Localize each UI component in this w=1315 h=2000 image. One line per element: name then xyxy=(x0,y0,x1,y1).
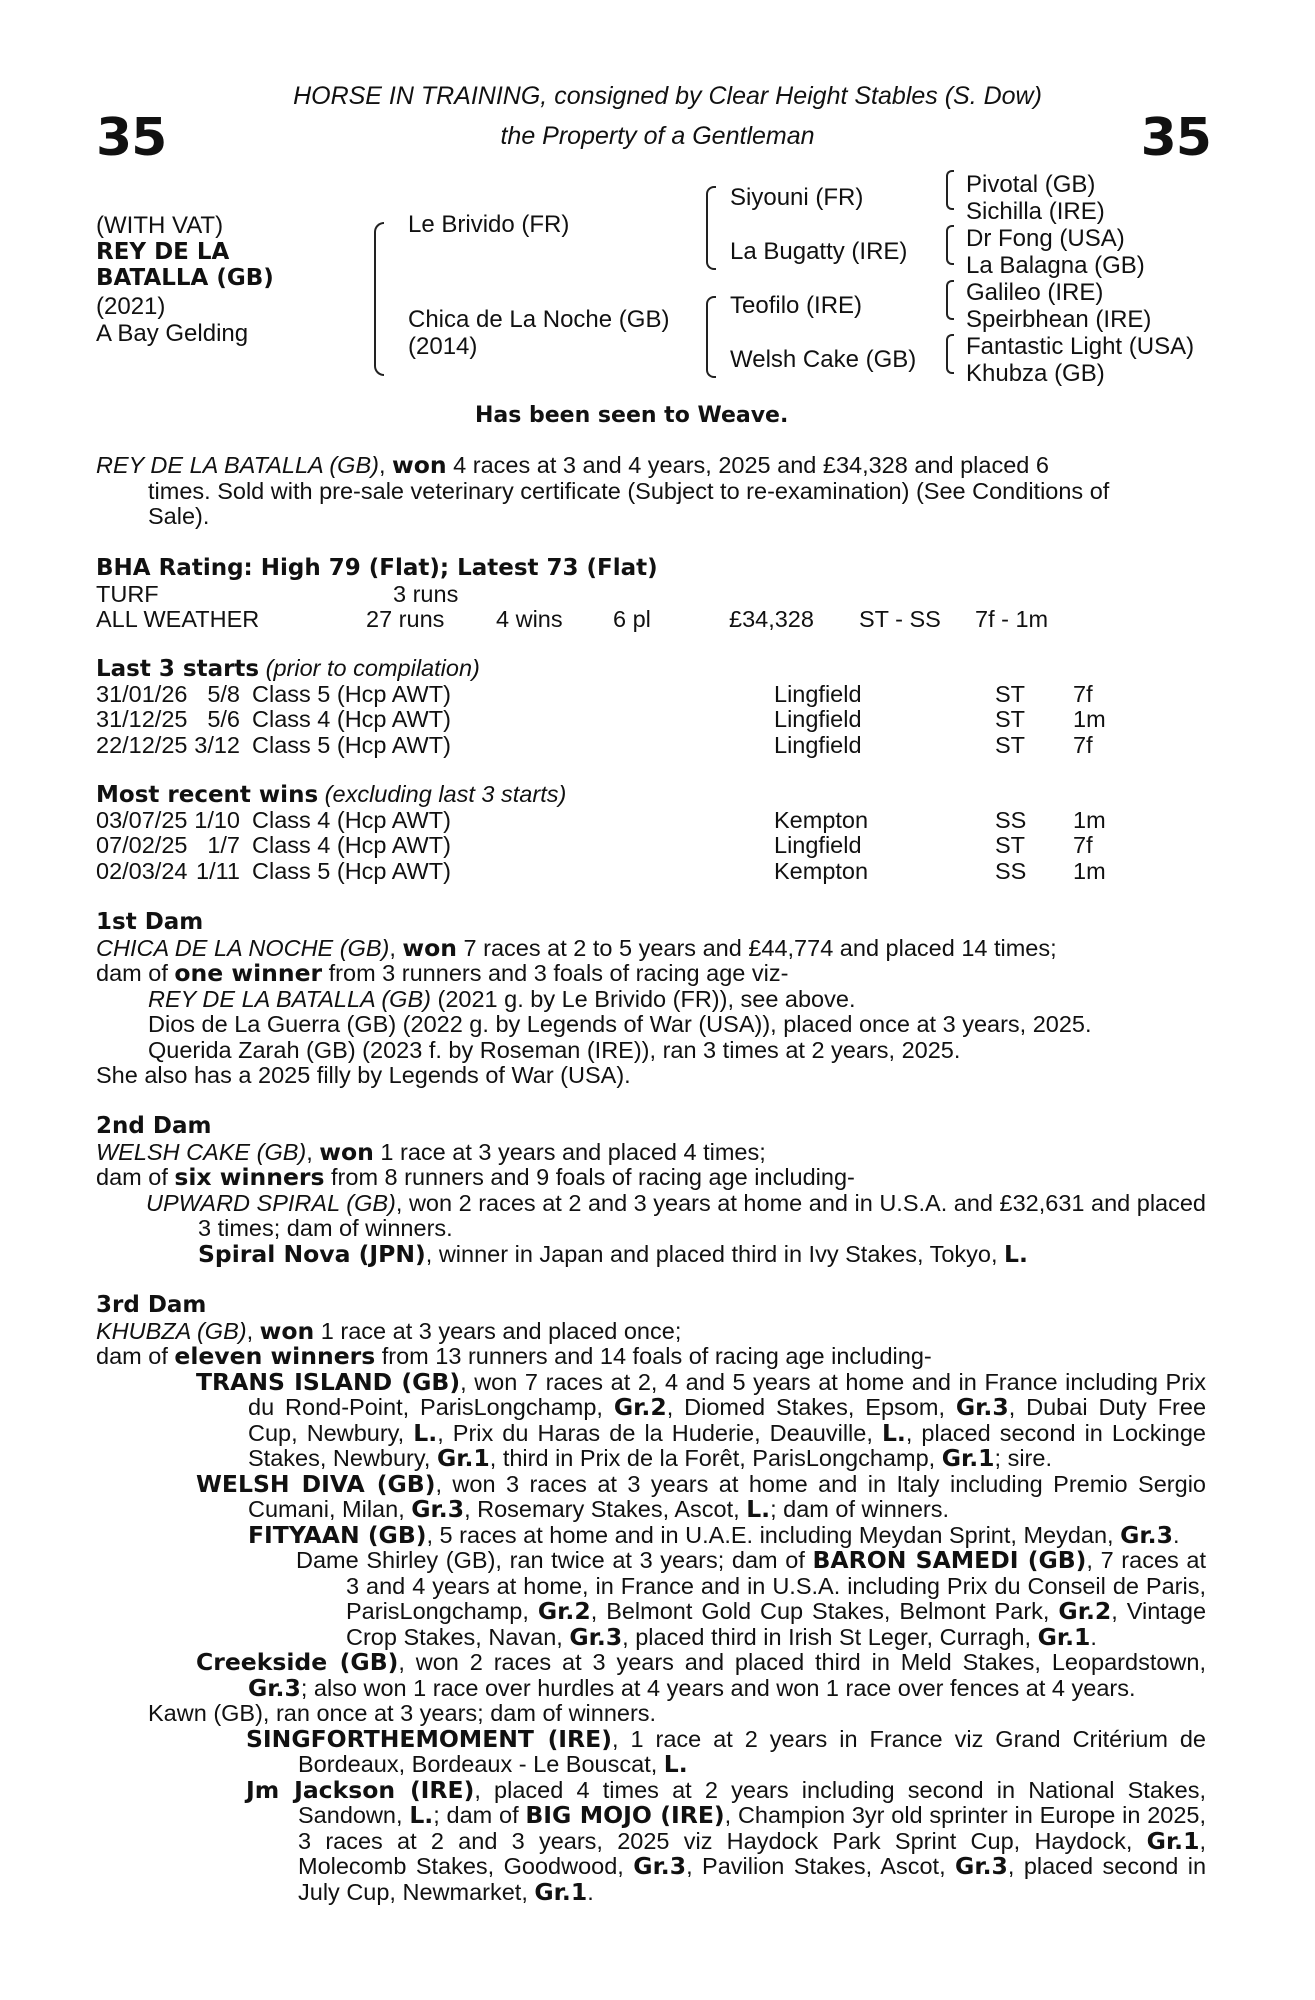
progeny-name: FITYAAN (GB) xyxy=(248,1520,427,1549)
progeny-name: SINGFORTHEMOMENT (IRE) xyxy=(246,1724,612,1753)
race-position: 3/12 xyxy=(194,731,240,758)
dam1-winners-rest: from 3 runners and 3 foals of racing age viz- xyxy=(328,960,789,986)
race-going: ST xyxy=(995,680,1026,707)
dam3-winners-rest: from 13 runners and 14 foals of racing age including- xyxy=(381,1343,932,1369)
dam2-progeny1-name: UPWARD SPIRAL (GB) xyxy=(146,1189,396,1216)
rating-surface: TURF xyxy=(96,580,159,607)
grade-label: Gr.3 xyxy=(569,1622,623,1651)
race-date: 22/12/25 xyxy=(96,731,188,758)
rating-prize: £34,328 xyxy=(729,606,814,632)
dam1-won: won xyxy=(402,933,458,962)
summary-line1: 4 races at 3 and 4 years, 2025 and £34,328 and placed 6 xyxy=(453,452,1049,478)
ggs-2: Sichilla (IRE) xyxy=(966,198,1105,225)
race-going: ST xyxy=(995,731,1026,758)
grade-label: Gr.3 xyxy=(955,1852,1008,1880)
pedigree-brace-sd xyxy=(946,225,954,265)
summary-line3: Sale). xyxy=(148,503,210,529)
race-date: 31/12/25 xyxy=(96,706,188,732)
rating-distance: 7f - 1m xyxy=(975,606,1049,632)
rating-block xyxy=(96,556,1206,633)
dam1-progeny3: Querida Zarah (GB) (2023 f. by Roseman (IRE)), ran 3 times at 2 years, 2025. xyxy=(148,1036,961,1063)
race-position: 1/7 xyxy=(207,832,240,858)
dam3-welsh-diva xyxy=(96,1469,1206,1523)
ggs-3: Dr Fong (USA) xyxy=(966,225,1125,252)
grade-label: L. xyxy=(663,1750,688,1778)
pedigree-brace-ds xyxy=(946,280,954,320)
progeny-name: WELSH DIVA (GB) xyxy=(196,1469,436,1498)
race-course: Kempton xyxy=(774,806,869,833)
grade-label: Gr.3 xyxy=(248,1673,301,1702)
dam2-record: 1 race at 3 years and placed 4 times; xyxy=(380,1138,766,1165)
progeny-text: , Belmont Gold Cup Stakes, Belmont Park, xyxy=(590,1598,1050,1624)
progeny-text: , won 2 races at 3 years and placed third in Meld Stakes, Leopardstown, xyxy=(398,1649,1206,1675)
race-class: Class 4 (Hcp AWT) xyxy=(252,832,451,858)
progeny-text: . xyxy=(587,1878,594,1905)
progeny-text: , won 7 races at 2, 4 and 5 years at home and in France including Prix du Rond-Point, ParisLongchamp, xyxy=(248,1368,1206,1420)
race-distance: 7f xyxy=(1073,731,1093,758)
horse-name-line2: BATALLA (GB) xyxy=(96,265,274,291)
recent-wins-block xyxy=(96,782,1206,884)
dam3-creekside xyxy=(96,1650,1206,1701)
race-going: ST xyxy=(995,832,1026,858)
race-position: 1/11 xyxy=(196,857,240,884)
race-class: Class 5 (Hcp AWT) xyxy=(252,680,451,707)
dam-sire: Teofilo (IRE) xyxy=(730,292,863,319)
summary-won: won xyxy=(392,451,447,479)
dam3-won: won xyxy=(259,1316,315,1345)
progeny-text: ; dam of winners. xyxy=(770,1496,950,1522)
progeny-text: , 1 race at 2 years in France viz Grand Critérium de Bordeaux, Bordeaux - Le Bouscat, xyxy=(298,1725,1207,1777)
dam3-singforthemoment xyxy=(96,1724,1207,1778)
grade-label: Gr.2 xyxy=(1058,1597,1112,1625)
last3-row xyxy=(96,733,1206,759)
progeny-text: ; dam of xyxy=(433,1802,519,1828)
progeny-text: ; sire. xyxy=(994,1445,1052,1471)
progeny-text: , Molecomb Stakes, Goodwood, xyxy=(298,1827,1206,1879)
dam3-winners: eleven winners xyxy=(174,1342,376,1370)
sire-name: Le Brivido (FR) xyxy=(408,211,570,238)
ggs-7: Fantastic Light (USA) xyxy=(966,333,1195,360)
race-position: 1/10 xyxy=(194,806,240,833)
dam2-name: WELSH CAKE (GB) xyxy=(96,1138,307,1165)
dam1-progeny1-name: REY DE LA BATALLA (GB) xyxy=(148,985,431,1012)
consignment-line: HORSE IN TRAINING, consigned by Clear Height Stables (S. Dow) xyxy=(293,82,1042,110)
summary-horse-name: REY DE LA BATALLA (GB) xyxy=(96,452,379,478)
dam1-title: 1st Dam xyxy=(96,909,204,935)
progeny-text: , Rosemary Stakes, Ascot, xyxy=(464,1496,740,1522)
grade-label: L. xyxy=(409,1801,434,1829)
progeny-text: , third in Prix de la Forêt, ParisLongchamp, xyxy=(489,1445,936,1471)
race-going: SS xyxy=(995,806,1027,833)
grade-label: Gr.3 xyxy=(955,1393,1009,1421)
ggs-6: Speirbhean (IRE) xyxy=(966,306,1152,333)
last3-row xyxy=(96,707,1206,733)
race-class: Class 4 (Hcp AWT) xyxy=(252,806,451,833)
grade-label: L. xyxy=(1004,1239,1028,1268)
progeny-text: , placed third in Irish St Leger, Curragh, xyxy=(622,1623,1032,1650)
grade-label: Gr.3 xyxy=(1120,1520,1173,1549)
grade-label: Gr.3 xyxy=(633,1852,687,1880)
vice-note: Has been seen to Weave. xyxy=(475,403,789,428)
progeny-text: , 5 races at home and in U.A.E. including Meydan Sprint, Meydan, xyxy=(426,1521,1114,1548)
progeny-text: , Champion 3yr old sprinter in Europe in 2025, 3 races at 2 and 3 years, 2025 viz Haydock Park Sprint Cup, Haydock, xyxy=(298,1802,1206,1854)
progeny-text: , 7 races at 3 and 4 years at home, in France and in U.S.A. including Prix du Conseil de Paris, ParisLongchamp, xyxy=(346,1547,1206,1624)
recent-row xyxy=(96,808,1206,834)
dam3-title: 3rd Dam xyxy=(96,1292,207,1318)
dam2-dam-of: dam of xyxy=(96,1164,168,1190)
dam3-jm-jackson xyxy=(96,1775,1207,1906)
race-class: Class 5 (Hcp AWT) xyxy=(252,731,451,758)
race-course: Lingfield xyxy=(774,680,862,707)
rating-title: BHA Rating: High 79 (Flat); Latest 73 (Flat) xyxy=(96,555,658,581)
pedigree-brace-dd xyxy=(946,334,954,374)
dam1-record: 7 races at 2 to 5 years and £44,774 and placed 14 times; xyxy=(463,934,1057,961)
grade-label: Gr.2 xyxy=(537,1597,591,1625)
dam1-name: CHICA DE LA NOCHE (GB) xyxy=(96,934,390,961)
dam3-trans-island xyxy=(96,1367,1207,1472)
dam2-progeny1-rest: , won 2 races at 2 and 3 years at home and in U.S.A. and £32,631 and placed 3 times; dam of winners. xyxy=(198,1189,1206,1241)
race-date: 31/01/26 xyxy=(96,680,188,707)
sire-dam: La Bugatty (IRE) xyxy=(730,238,908,265)
progeny-name: TRANS ISLAND (GB) xyxy=(196,1367,461,1396)
vat-label: (WITH VAT) xyxy=(96,212,224,239)
lot-number-right: 35 xyxy=(1140,108,1211,168)
progeny-text: Dame Shirley (GB), ran twice at 3 years; dam of xyxy=(296,1547,805,1573)
grade-label: Gr.3 xyxy=(411,1495,465,1523)
lot-number-left: 35 xyxy=(96,108,167,168)
sire-sire: Siyouni (FR) xyxy=(730,184,864,211)
race-going: SS xyxy=(995,857,1027,884)
ggs-1: Pivotal (GB) xyxy=(966,171,1096,198)
dam2-won: won xyxy=(319,1137,374,1166)
rating-placed: 6 pl xyxy=(613,606,651,632)
dam1-winners: one winner xyxy=(174,959,323,987)
ggs-4: La Balagna (GB) xyxy=(966,252,1145,279)
horse-name-line1: REY DE LA xyxy=(96,239,230,265)
grade-label: Gr.1 xyxy=(1146,1826,1200,1855)
recent-title: Most recent wins xyxy=(96,782,319,808)
dam-dam: Welsh Cake (GB) xyxy=(730,346,917,373)
race-date: 02/03/24 xyxy=(96,857,188,884)
grade-label: L. xyxy=(413,1418,438,1447)
race-distance: 1m xyxy=(1073,806,1106,833)
race-going: ST xyxy=(995,706,1026,732)
rating-row-aw xyxy=(96,607,1206,633)
summary-line2: times. Sold with pre-sale veterinary certificate (Subject to re-examination) (See Conditions of xyxy=(148,477,1110,504)
grade-label: Gr.2 xyxy=(613,1393,667,1421)
last3-row xyxy=(96,682,1206,708)
race-distance: 1m xyxy=(1073,857,1106,884)
dam1-dam-of: dam of xyxy=(96,960,168,986)
dam1-progeny2: Dios de La Guerra (GB) (2022 g. by Legends of War (USA)), placed once at 3 years, 2025. xyxy=(148,1011,1092,1037)
dam-year: (2014) xyxy=(408,333,478,360)
dam-name: Chica de La Noche (GB) xyxy=(408,306,670,333)
race-class: Class 5 (Hcp AWT) xyxy=(252,857,451,884)
rating-row-turf xyxy=(96,582,1206,608)
dam3-record: 1 race at 3 years and placed once; xyxy=(320,1317,682,1344)
recent-row xyxy=(96,859,1206,885)
last3-block xyxy=(96,656,1206,758)
progeny-text: , Pavilion Stakes, Ascot, xyxy=(686,1853,946,1879)
horse-year: (2021) xyxy=(96,293,166,320)
race-distance: 1m xyxy=(1073,706,1106,732)
rating-surface: ALL WEATHER xyxy=(96,606,260,632)
first-dam-block: 1st Dam CHICA DE LA NOCHE (GB), won 7 races at 2 to 5 years and £44,774 and placed 14 times; dam of one winner from 3 runners and 3 foals of racing age viz- REY DE LA BATALLA (GB) (2021 g. by Le Brivido (FR)), see above. Dios de La Guerra (GB) (2022 g. by Legends of War (USA)), placed once at 3 years, 2025. Querida Zarah (GB) (2023 f. by Roseman (IRE)), ran 3 times at 2 years, 2025. She also has a 2025 filly by Legends of War (USA). xyxy=(96,910,1206,1089)
progeny-text: . xyxy=(1172,1521,1180,1548)
dam1-foal-note: She also has a 2025 filly by Legends of War (USA). xyxy=(96,1062,631,1088)
rating-wins: 4 wins xyxy=(496,606,563,632)
dam2-progeny1 xyxy=(96,1191,1206,1242)
race-distance: 7f xyxy=(1073,832,1093,858)
progeny-name: BIG MOJO (IRE) xyxy=(525,1801,725,1829)
pedigree-brace-sire xyxy=(706,186,716,270)
progeny-text: ; also won 1 race over hurdles at 4 years and won 1 race over fences at 4 years. xyxy=(300,1674,1136,1701)
race-course: Lingfield xyxy=(774,832,862,858)
race-position: 5/8 xyxy=(207,680,240,707)
race-distance: 7f xyxy=(1073,680,1093,707)
progeny-name: Jm Jackson (IRE) xyxy=(246,1775,475,1804)
grade-label: L. xyxy=(746,1495,771,1523)
rating-runs: 27 runs xyxy=(366,606,445,632)
horse-description: A Bay Gelding xyxy=(96,320,249,347)
progeny-text: , Diomed Stakes, Epsom, xyxy=(666,1394,945,1420)
pedigree-brace-main xyxy=(374,222,384,376)
progeny-text: , Vintage Crop Stakes, Navan, xyxy=(346,1598,1207,1650)
progeny-text: , Dubai Duty Free Cup, Newbury, xyxy=(248,1394,1207,1446)
last3-note: (prior to compilation) xyxy=(265,655,480,681)
progeny-text: , Prix du Haras de la Huderie, Deauville, xyxy=(437,1419,873,1446)
grade-label: Gr.1 xyxy=(534,1877,588,1906)
dam2-title: 2nd Dam xyxy=(96,1113,212,1139)
race-course: Lingfield xyxy=(774,731,862,758)
race-date: 07/02/25 xyxy=(96,832,188,858)
progeny-text: , placed second in July Cup, Newmarket, xyxy=(298,1853,1207,1905)
rating-going: ST - SS xyxy=(859,606,941,632)
dam3-dame-shirley xyxy=(96,1548,1206,1650)
progeny-text: , placed second in Lockinge Stakes, Newbury, xyxy=(248,1419,1206,1471)
pedigree-brace-dam xyxy=(706,296,716,378)
progeny-name: BARON SAMEDI (GB) xyxy=(812,1546,1087,1574)
pedigree-brace-ss xyxy=(946,170,954,210)
race-position: 5/6 xyxy=(207,706,240,732)
ggs-5: Galileo (IRE) xyxy=(966,279,1104,306)
grade-label: Gr.1 xyxy=(1037,1622,1091,1651)
dam3-kawn: Kawn (GB), ran once at 3 years; dam of winners. xyxy=(148,1700,657,1726)
dam3-name: KHUBZA (GB) xyxy=(96,1317,247,1344)
recent-row xyxy=(96,833,1206,859)
race-course: Lingfield xyxy=(774,706,862,732)
rating-runs: 3 runs xyxy=(393,580,459,607)
grade-label: Gr.1 xyxy=(941,1444,995,1472)
dam3-dam-of: dam of xyxy=(96,1343,168,1369)
race-course: Kempton xyxy=(774,857,869,884)
summary-comma: , xyxy=(378,452,386,478)
summary-block xyxy=(96,453,1206,530)
progeny-text: . xyxy=(1090,1623,1097,1650)
dam2-progeny2-rest: , winner in Japan and placed third in Ivy Stakes, Tokyo, xyxy=(425,1240,998,1267)
dam1-progeny1-rest: (2021 g. by Le Brivido (FR)), see above. xyxy=(437,985,856,1012)
last3-title: Last 3 starts xyxy=(96,656,260,682)
progeny-name: Creekside (GB) xyxy=(196,1648,399,1676)
recent-note: (excluding last 3 starts) xyxy=(324,781,567,807)
progeny-text: , won 3 races at 3 years at home and in Italy including Premio Sergio Cumani, Milan, xyxy=(248,1470,1206,1522)
race-date: 03/07/25 xyxy=(96,806,188,833)
dam2-winners-rest: from 8 runners and 9 foals of racing age including- xyxy=(331,1164,855,1190)
third-dam-block: 3rd Dam KHUBZA (GB), won 1 race at 3 years and placed once; dam of eleven winners from 13 runners and 14 foals of racing age including- TRANS ISLAND (GB), won 7 races at 2, 4 and 5 years at home and in France including Prix du Rond-Point, ParisLongchamp, Gr.2, Diomed Stakes, Epsom, Gr.3, Dubai Duty Free Cup, Newbury, L., Prix du Haras de la Huderie, Deauville, L., placed second in Lockinge Stakes, Newbury, Gr.1, third in Prix de la Forêt, ParisLongchamp, Gr.1; sire. WELSH DIVA (GB), won 3 races at 3 years at home and in Italy including Premio Sergio Cumani, Milan, Gr.3, Rosemary Stakes, Ascot, L.; dam of winners. FITYAAN (GB), 5 races at home and in U.A.E. including Meydan Sprint, Meydan, Gr.3. Dame Shirley (GB), ran twice at 3 years; dam of BARON SAMEDI (GB), 7 races at 3 and 4 years at home, in France and in U.S.A. including Prix du Conseil de Paris, ParisLongchamp, Gr.2, Belmont Gold Cup Stakes, Belmont Park, Gr.2, Vintage Crop Stakes, Navan, Gr.3, placed third in Irish St Leger, Curragh, Gr.1. Creekside (GB), won 2 races at 3 years and placed third in Meld Stakes, Leopardstown, Gr.3; also won 1 race over hurdles at 4 years and won 1 race over fences at 4 years. Kawn (GB), ran once at 3 years; dam of winners. SINGFORTHEMOMENT (IRE), 1 race at 2 years in France viz Grand Critérium de Bordeaux, Bordeaux - Le Bouscat, L. Jm Jackson (IRE), placed 4 times at 2 years including second in National Stakes, Sandown, L.; dam of BIG MOJO (IRE), Champion 3yr old sprinter in Europe in 2025, 3 races at 2 and 3 years, 2025 viz Haydock Park Sprint Cup, Haydock, Gr.1, Molecomb Stakes, Goodwood, Gr.3, Pavilion Stakes, Ascot, Gr.3, placed second in July Cup, Newmarket, Gr.1. xyxy=(96,1292,1207,1906)
grade-label: Gr.1 xyxy=(436,1444,490,1472)
second-dam-block: 2nd Dam WELSH CAKE (GB), won 1 race at 3 years and placed 4 times; dam of six winners from 8 runners and 9 foals of racing age including- UPWARD SPIRAL (GB), won 2 races at 2 and 3 years at home and in U.S.A. and £32,631 and placed 3 times; dam of winners. Spiral Nova (JPN), winner in Japan and placed third in Ivy Stakes, Tokyo, L. xyxy=(96,1113,1206,1268)
grade-label: L. xyxy=(881,1418,906,1447)
dam2-winners: six winners xyxy=(174,1163,325,1191)
race-class: Class 4 (Hcp AWT) xyxy=(252,706,451,732)
progeny-text: , placed 4 times at 2 years including second in National Stakes, Sandown, xyxy=(298,1776,1206,1828)
property-line: the Property of a Gentleman xyxy=(500,122,815,150)
ggs-8: Khubza (GB) xyxy=(966,360,1105,387)
dam2-progeny2-name: Spiral Nova (JPN) xyxy=(198,1239,426,1268)
